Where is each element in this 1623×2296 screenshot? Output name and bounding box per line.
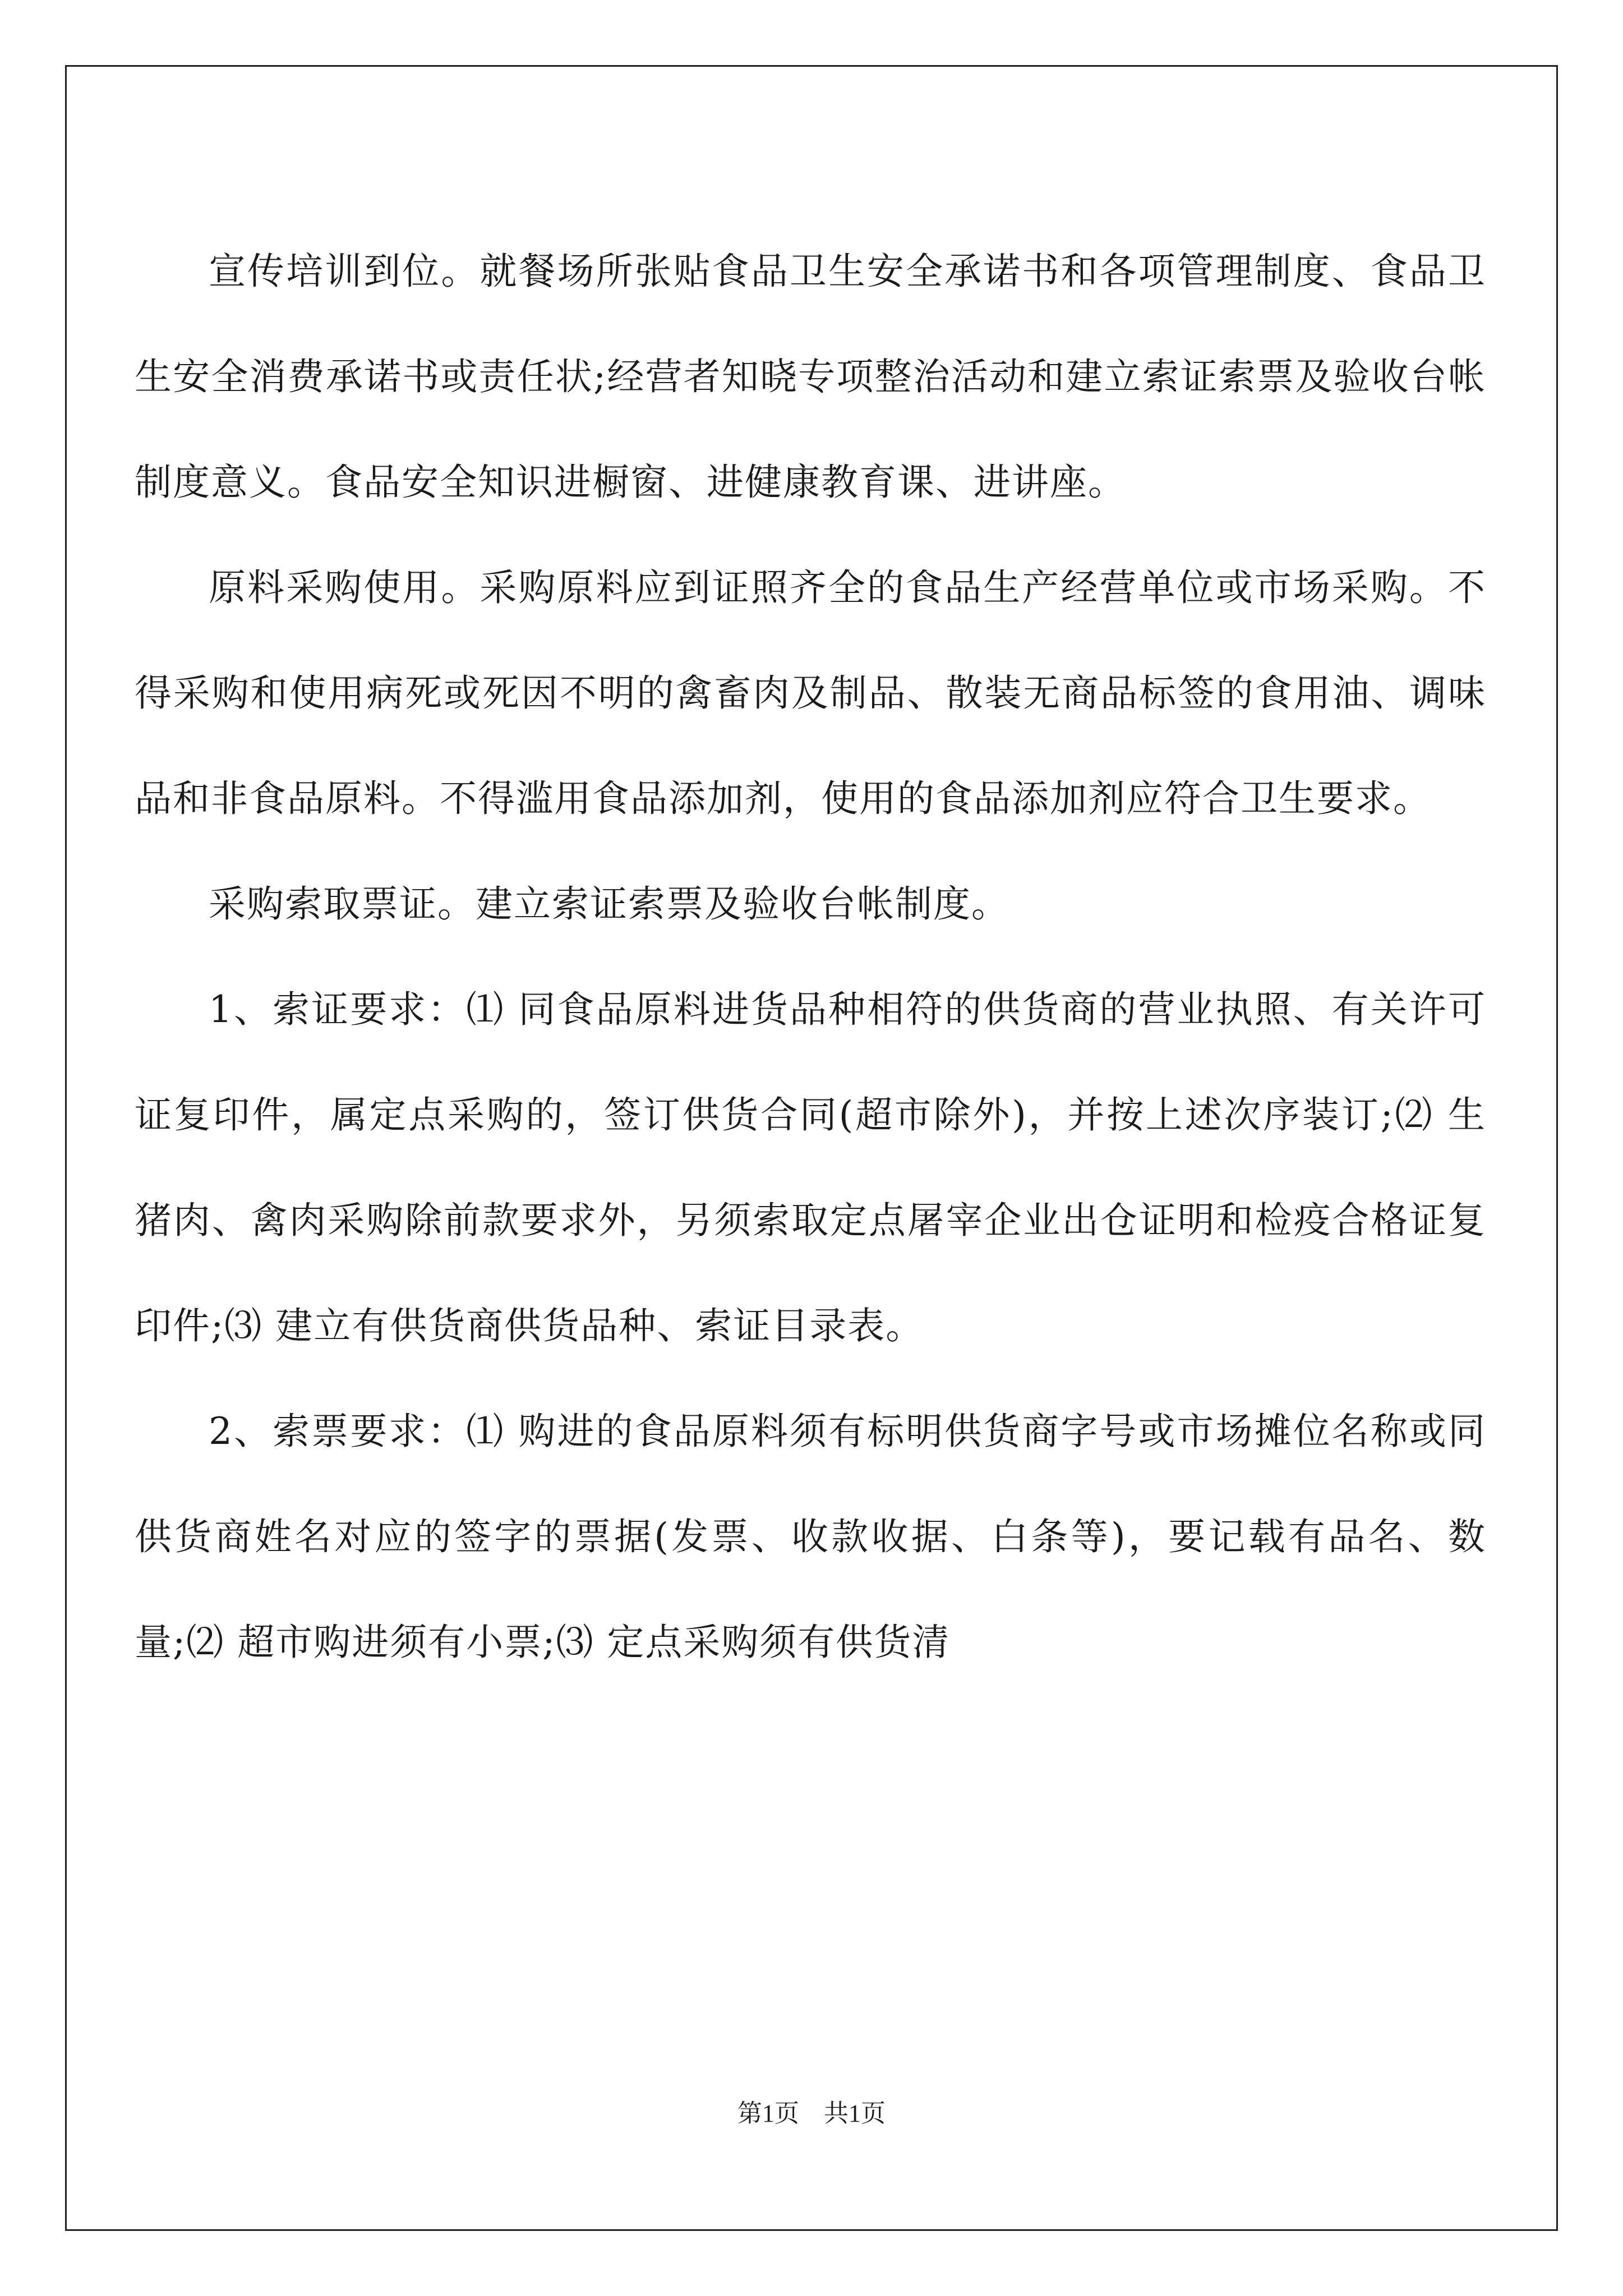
paragraph-purchase-receipts: 采购索取票证。建立索证索票及验收台帐制度。 xyxy=(209,882,1009,926)
paragraph-publicity-training: 宣传培训到位。就餐场所张贴食品卫生安全承诺书和各项管理制度、食品卫生安全消费承诺书或责任状;经营者知晓专项整治活动和建立索证索票及验收台帐制度意义。食品安全知识进橱窗、进健康教育课、进讲座。 xyxy=(135,250,1486,504)
page-number-total: 共1页 xyxy=(824,2100,886,2127)
paragraph-license-requirements: 1、索证要求：⑴ 同食品原料进货品种相符的供货商的营业执照、有关许可证复印件，属定点采购的，签订供货合同(超市除外)，并按上述次序装订;⑵ 生猪肉、禽肉采购除前款要求外，另须索取定点屠宰企业出仓证明和检疫合格证复印件;⑶ 建立有供货商供货品种、索证目录表。 xyxy=(135,988,1486,1347)
paragraph-invoice-requirements: 2、索票要求：⑴ 购进的食品原料须有标明供货商字号或市场摊位名称或同供货商姓名对应的签字的票据(发票、收款收据、白条等)，要记载有品名、数量;⑵ 超市购进须有小票;⑶ 定点采购须有供货清 xyxy=(135,1410,1486,1664)
page-footer xyxy=(0,2097,1623,2131)
paragraph-raw-material-purchase: 原料采购使用。采购原料应到证照齐全的食品生产经营单位或市场采购。不得采购和使用病死或死因不明的禽畜肉及制品、散装无商品标签的食用油、调味品和非食品原料。不得滥用食品添加剂，使用的食品添加剂应符合卫生要求。 xyxy=(135,566,1486,820)
page-number-current: 第1页 xyxy=(737,2100,799,2127)
document-body xyxy=(135,219,1486,1695)
